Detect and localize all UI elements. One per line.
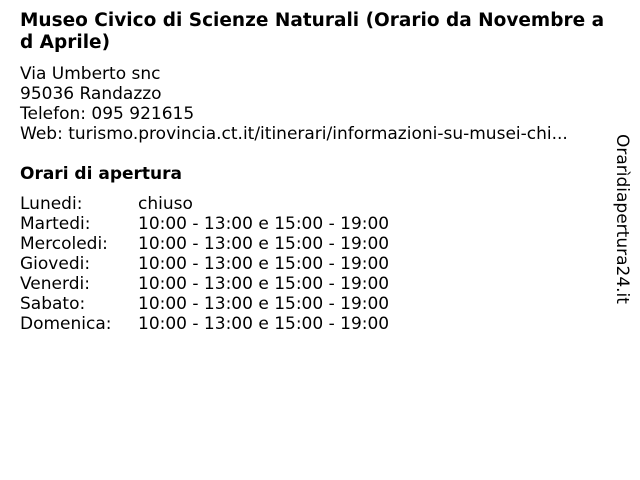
hours-row-monday bbox=[20, 194, 389, 214]
opening-hours-heading: Orari di apertura bbox=[20, 164, 182, 184]
postal-city: 95036 Randazzo bbox=[20, 84, 162, 104]
website-link[interactable]: Web: turismo.provincia.ct.it/itinerari/informazioni-su-musei-chi... bbox=[20, 124, 568, 144]
phone-number: Telefon: 095 921615 bbox=[20, 104, 195, 124]
street-address: Via Umberto snc bbox=[20, 64, 161, 84]
time-range: 10:00 - 13:00 e 15:00 - 19:00 bbox=[138, 314, 390, 334]
hours-row-tuesday bbox=[20, 214, 389, 234]
time-range: 10:00 - 13:00 e 15:00 - 19:00 bbox=[138, 274, 390, 294]
site-watermark: Orarìdiapertura24.it bbox=[612, 134, 632, 304]
opening-hours-table bbox=[20, 194, 389, 334]
time-range: 10:00 - 13:00 e 15:00 - 19:00 bbox=[138, 254, 390, 274]
address-block bbox=[20, 64, 568, 144]
time-range: 10:00 - 13:00 e 15:00 - 19:00 bbox=[138, 214, 390, 234]
time-range: 10:00 - 13:00 e 15:00 - 19:00 bbox=[138, 294, 390, 314]
day-label: Venerdi: bbox=[20, 274, 90, 294]
hours-row-saturday bbox=[20, 294, 389, 314]
day-label: Domenica: bbox=[20, 314, 112, 334]
day-label: Martedi: bbox=[20, 214, 91, 234]
time-range: 10:00 - 13:00 e 15:00 - 19:00 bbox=[138, 234, 390, 254]
day-label: Sabato: bbox=[20, 294, 86, 314]
day-label: Mercoledi: bbox=[20, 234, 108, 254]
hours-row-thursday bbox=[20, 254, 389, 274]
page-title: Museo Civico di Scienze Naturali (Orario da Novembre ad Aprile) bbox=[20, 10, 605, 53]
day-label: Lunedi: bbox=[20, 194, 83, 214]
hours-row-wednesday bbox=[20, 234, 389, 254]
hours-row-sunday bbox=[20, 314, 389, 334]
hours-row-friday bbox=[20, 274, 389, 294]
day-label: Giovedi: bbox=[20, 254, 91, 274]
time-range: chiuso bbox=[138, 194, 193, 214]
